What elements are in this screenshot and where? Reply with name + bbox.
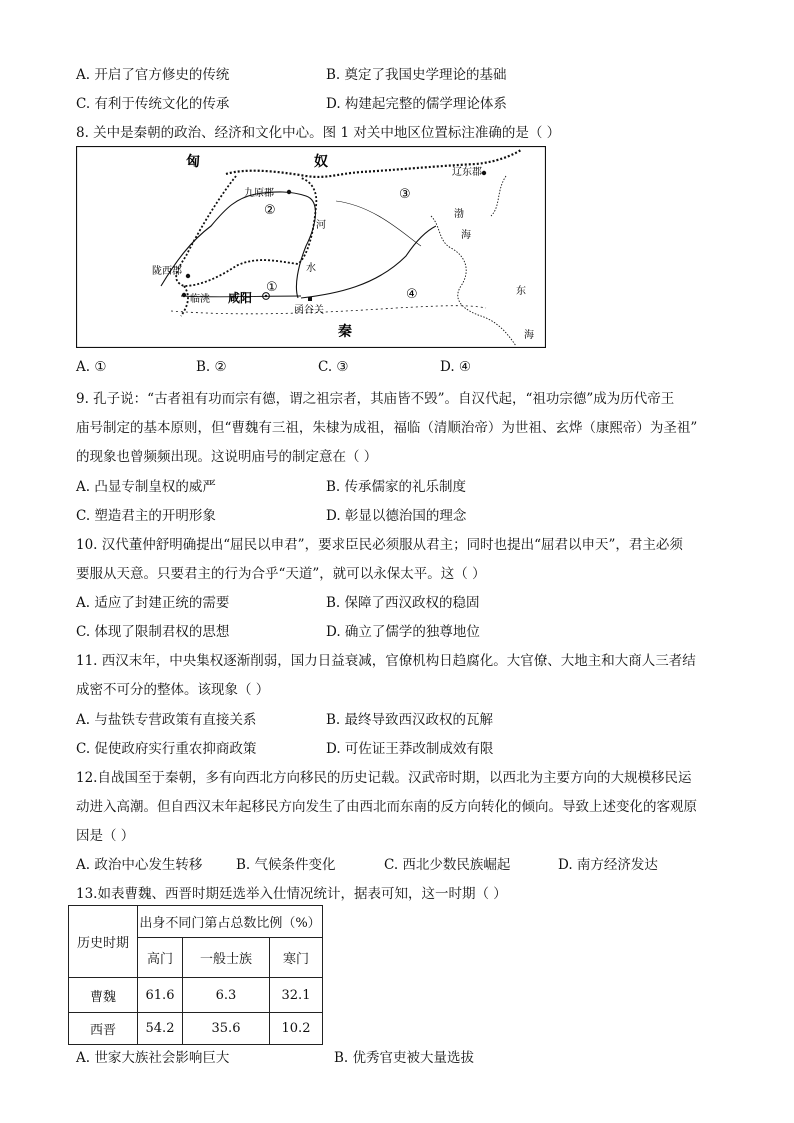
table-cell: 61.6 [138,978,183,1013]
map-label-longxi: 陇西郡 [152,266,182,277]
q12-option-d: D. 南方经济发达 [558,857,658,873]
q8-option-a: A. ① [76,359,107,375]
q10-line-2: 要服从天意。只要君主的行为合乎“天道”，就可以永保太平。这（ ） [76,566,486,582]
q8-option-b: B. ② [196,359,227,375]
table-cell: 6.3 [183,978,270,1013]
q7-option-b: B. 奠定了我国史学理论的基础 [326,67,507,83]
map-label-bo: 渤 [454,209,464,220]
q8-option-c: C. ③ [318,359,349,375]
map-label-dong: 东 [516,286,526,297]
q12-line-2: 动进入高潮。但自西汉末年起移民方向发生了由西北而东南的反方向转化的倾向。导致上述变化的客观原 [76,799,697,815]
q10-option-c: C. 体现了限制君权的思想 [76,624,230,640]
q11-option-a: A. 与盐铁专营政策有直接关系 [76,712,257,728]
map-label-shui: 水 [306,263,316,274]
map-label-hai-1: 海 [461,230,471,241]
q12-line-3: 因是（ ） [76,828,135,844]
table-col-header: 高门 [138,938,183,978]
table-header-group: 出身不同门第占总数比例（%） [138,906,323,938]
q8-stem: 8. 关中是秦朝的政治、经济和文化中心。图 1 对关中地区位置标注准确的是（ ） [76,125,561,141]
q9-option-b: B. 传承儒家的礼乐制度 [326,479,467,495]
table-cell: 35.6 [183,1013,270,1045]
selection-stats-table [68,905,323,1045]
q9-option-c: C. 塑造君主的开明形象 [76,508,216,524]
map-marker-2: ② [264,203,276,218]
table-header-period: 历史时期 [69,906,138,978]
table-cell-period: 曹魏 [69,978,138,1013]
map-label-liaodong: 辽东郡 [452,167,482,178]
q9-line-3: 的现象也曾频频出现。这说明庙号的制定意在（ ） [76,449,378,465]
table-col-header: 一般士族 [183,938,270,978]
q10-option-b: B. 保障了西汉政权的稳固 [326,595,480,611]
qin-map [76,146,546,348]
q9-option-a: A. 凸显专制皇权的威严 [76,479,216,495]
map-label-xiongnu-1: 匈 [186,154,200,170]
q11-line-1: 11. 西汉末年，中央集权逐渐削弱，国力日益衰减，官僚机构日趋腐化。大官僚、大地主和大商人三者结 [76,653,696,669]
table-col-header: 寒门 [270,938,323,978]
q12-option-b: B. 气候条件变化 [236,857,336,873]
q7-option-d: D. 构建起完整的儒学理论体系 [326,96,507,112]
table-cell: 54.2 [138,1013,183,1045]
map-label-xiongnu-2: 奴 [314,154,328,170]
q11-line-2: 成密不可分的整体。该现象（ ） [76,682,270,698]
q10-option-d: D. 确立了儒学的独尊地位 [326,624,480,640]
q11-option-c: C. 促使政府实行重农抑商政策 [76,741,257,757]
table-row [69,978,323,1013]
map-marker-4: ④ [406,287,418,302]
q9-option-d: D. 彰显以德治国的理念 [326,508,467,524]
map-label-hai-2: 海 [524,330,534,341]
q10-line-1: 10. 汉代董仲舒明确提出“屈民以申君”，要求臣民必须服从君主；同时也提出“屈君以申天”，君主必须 [76,537,683,553]
q12-option-c: C. 西北少数民族崛起 [384,857,511,873]
q7-option-c: C. 有利于传统文化的传承 [76,96,230,112]
map-marker-3: ③ [399,187,411,202]
q13-option-a: A. 世家大族社会影响巨大 [76,1050,230,1066]
map-label-jiuyuan: 九原郡 [244,188,274,199]
q8-option-d: D. ④ [440,359,472,375]
map-label-he: 河 [316,220,326,231]
q13-option-b: B. 优秀官吏被大量选拔 [334,1050,475,1066]
q12-line-1: 12.自战国至于秦朝，多有向西北方向移民的历史记载。汉武帝时期，以西北为主要方向的大规模移民运 [76,770,692,786]
map-label-hangu: 函谷关 [294,305,324,316]
q7-option-a: A. 开启了官方修史的传统 [76,67,230,83]
q9-line-1: 9. 孔子说：“古者祖有功而宗有德，谓之祖宗者，其庙皆不毁”。自汉代起，“祖功宗德”成为历代帝王 [76,391,675,407]
map-label-lintao: 临洮 [190,294,210,305]
map-label-qin: 秦 [338,324,352,340]
table-row [69,1013,323,1045]
q12-option-a: A. 政治中心发生转移 [76,857,203,873]
map-marker-1: ① [266,280,278,295]
table-cell-period: 西晋 [69,1013,138,1045]
q13-stem: 13.如表曹魏、西晋时期廷选举入仕情况统计，据表可知，这一时期（ ） [76,886,507,902]
q10-option-a: A. 适应了封建正统的需要 [76,595,230,611]
q11-option-d: D. 可佐证王莽改制成效有限 [326,741,494,757]
table-cell: 32.1 [270,978,323,1013]
q9-line-2: 庙号制定的基本原则，但“曹魏有三祖，朱棣为成祖，福临（清顺治帝）为世祖、玄烨（康熙帝）为圣祖” [76,420,698,436]
q11-option-b: B. 最终导致西汉政权的瓦解 [326,712,494,728]
table-cell: 10.2 [270,1013,323,1045]
map-label-xianyang: 咸阳 [228,291,253,305]
